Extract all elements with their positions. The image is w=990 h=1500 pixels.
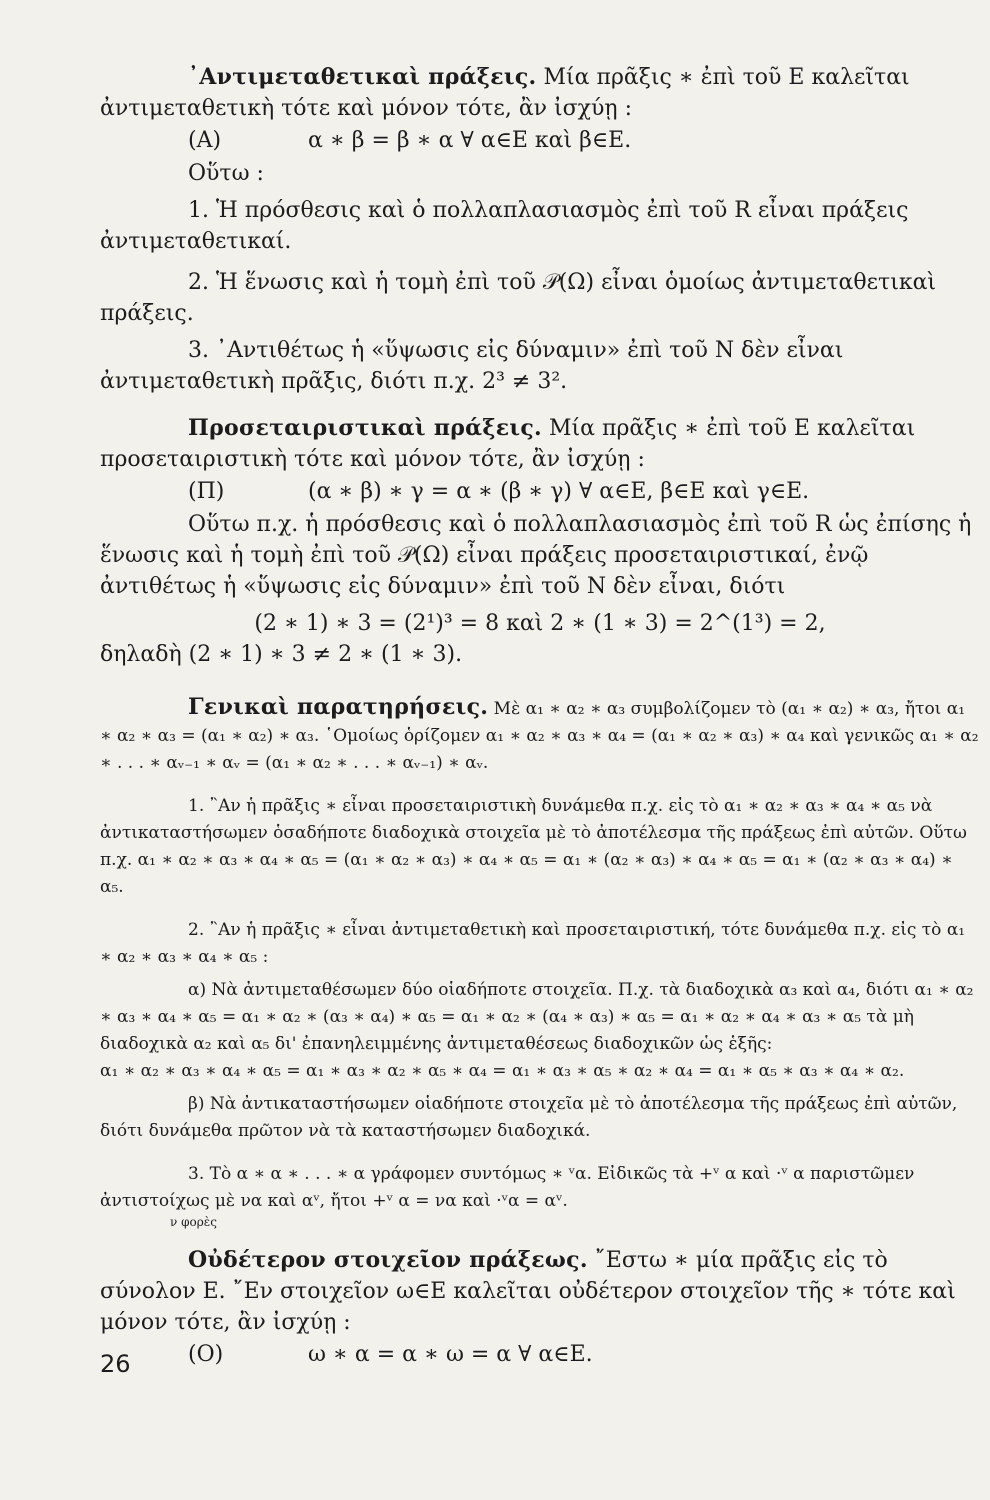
general-remark-2a-equation: α₁ ∗ α₂ ∗ α₃ ∗ α₄ ∗ α₅ = α₁ ∗ α₃ ∗ α₂ ∗ α₅ ∗ α₄ = α₁ ∗ α₃ ∗ α₅ ∗ α₂ ∗ α₄ = α₁ ∗ α₅ ∗ α₃ ∗ α₄ ∗ α₂. bbox=[100, 1061, 905, 1081]
commutative-item-2: 2. Ἡ ἕνωσις καὶ ἡ τομὴ ἐπὶ τοῦ 𝒫(Ω) εἶναι ὁμοίως ἀντιμεταθετικαὶ πράξεις. bbox=[100, 270, 937, 326]
general-remark-2b: β) Νὰ ἀντικαταστήσωμεν οἱαδήποτε στοιχεῖα μὲ τὸ ἀποτέλεσμα τῆς πράξεως ἐπὶ αὐτῶν, διότι δυνάμεθα πρῶτον νὰ τὰ καταστήσωμεν διαδοχικά. bbox=[100, 1094, 958, 1141]
associative-paragraph bbox=[100, 413, 980, 475]
general-remark-3-underbrace: ν φορὲς bbox=[170, 1215, 217, 1229]
associative-conclusion: δηλαδὴ (2 ∗ 1) ∗ 3 ≠ 2 ∗ (1 ∗ 3). bbox=[100, 642, 463, 667]
associative-examples: Οὕτω π.χ. ἡ πρόσθεσις καὶ ὁ πολλαπλασιασμὸς ἐπὶ τοῦ R ὡς ἐπίσης ἡ ἕνωσις καὶ ἡ τομὴ ἐπὶ τοῦ 𝒫(Ω) εἶναι πράξεις προσεταιριστικαί, ἐνῷ ἀντιθέτως ἡ «ὕψωσις εἰς δύναμιν» ἐπὶ τοῦ Ν δὲν εἶναι, διότι bbox=[100, 512, 972, 599]
equation-P bbox=[100, 475, 980, 509]
general-remarks-text: Μὲ α₁ ∗ α₂ ∗ α₃ συμβολίζομεν τὸ (α₁ ∗ α₂) ∗ α₃, ἤτοι α₁ ∗ α₂ ∗ α₃ = (α₁ ∗ α₂) ∗ α₃. ῾Ομοίως ὁρίζομεν α₁ ∗ α₂ ∗ α₃ ∗ α₄ = (α₁ ∗ α₂ ∗ α₃) ∗ α₄ καὶ γενικῶς α₁ ∗ α₂ ∗ . . . ∗ αᵥ₋₁ ∗ αᵥ = (α₁ ∗ α₂ ∗ . . . ∗ αᵥ₋₁) ∗ αᵥ. bbox=[100, 699, 979, 773]
equation-A bbox=[100, 124, 980, 158]
general-remark-2: 2. ῍Αν ἡ πρᾶξις ∗ εἶναι ἀντιμεταθετικὴ καὶ προσεταιριστική, τότε δυνάμεθα π.χ. εἰς τὸ α₁ ∗ α₂ ∗ α₃ ∗ α₄ ∗ α₅ : bbox=[100, 920, 966, 967]
associative-heading: Προσεταιριστικαὶ πράξεις. bbox=[188, 415, 542, 441]
page-content bbox=[100, 62, 980, 1372]
associative-counterexample: (2 ∗ 1) ∗ 3 = (2¹)³ = 8 καὶ 2 ∗ (1 ∗ 3) = 2^(1³) = 2, bbox=[254, 611, 826, 636]
equation-P-body: (α ∗ β) ∗ γ = α ∗ (β ∗ γ) ∀ α∈Ε, β∈Ε καὶ γ∈Ε. bbox=[308, 479, 810, 504]
equation-A-label: (Α) bbox=[188, 128, 222, 153]
commutative-heading: ᾿Αντιμεταθετικαὶ πράξεις. bbox=[188, 64, 537, 90]
general-remark-2a: α) Νὰ ἀντιμεταθέσωμεν δύο οἱαδήποτε στοιχεῖα. Π.χ. τὰ διαδοχικὰ α₃ καὶ α₄, διότι α₁ ∗ α₂ ∗ α₃ ∗ α₄ ∗ α₅ = α₁ ∗ α₂ ∗ (α₃ ∗ α₄) ∗ α₅ = α₁ ∗ α₂ ∗ (α₄ ∗ α₃) ∗ α₅ = α₁ ∗ α₂ ∗ α₄ ∗ α₃ ∗ α₅ τὰ μὴ διαδοχικὰ α₂ καὶ α₅ δι' ἐπανηλειμμένης ἀντιμεταθέσεως διαδοχικῶν ὡς ἑξῆς: bbox=[100, 980, 974, 1054]
commutative-paragraph bbox=[100, 62, 980, 124]
neutral-paragraph bbox=[100, 1245, 980, 1338]
equation-A-body: α ∗ β = β ∗ α ∀ α∈Ε καὶ β∈Ε. bbox=[308, 128, 632, 153]
general-remarks-paragraph bbox=[100, 692, 980, 777]
equation-O bbox=[100, 1338, 980, 1372]
equation-P-label: (Π) bbox=[188, 479, 225, 504]
associative-definition: Μία πρᾶξις ∗ ἐπὶ τοῦ Ε καλεῖται προσεταιριστικὴ τότε καὶ μόνον τότε, ἂν ἰσχύῃ : bbox=[100, 416, 916, 472]
thus-line: Οὕτω : bbox=[188, 161, 264, 186]
equation-O-label: (Ο) bbox=[188, 1342, 224, 1367]
general-remarks-heading: Γενικαὶ παρατηρήσεις. bbox=[188, 694, 489, 720]
commutative-item-3: 3. ᾿Αντιθέτως ἡ «ὕψωσις εἰς δύναμιν» ἐπὶ τοῦ Ν δὲν εἶναι ἀντιμεταθετικὴ πρᾶξις, διότι π.χ. 2³ ≠ 3². bbox=[100, 338, 844, 394]
commutative-item-1: 1. Ἡ πρόσθεσις καὶ ὁ πολλαπλασιασμὸς ἐπὶ τοῦ R εἶναι πράξεις ἀντιμεταθετικαί. bbox=[100, 198, 909, 254]
equation-O-body: ω ∗ α = α ∗ ω = α ∀ α∈Ε. bbox=[308, 1342, 593, 1367]
general-remark-3: 3. Τὸ α ∗ α ∗ . . . ∗ α γράφομεν συντόμως ∗ ᵛα. Εἰδικῶς τὰ +ᵛ α καὶ ·ᵛ α παριστῶμεν ἀντιστοίχως μὲ να καὶ αᵛ, ἤτοι +ᵛ α = να καὶ ·ᵛα = αᵛ. bbox=[100, 1164, 915, 1211]
neutral-definition: ῎Εστω ∗ μία πρᾶξις εἰς τὸ σύνολον Ε. ῎Εν στοιχεῖον ω∈Ε καλεῖται οὐδέτερον στοιχεῖον τῆς ∗ τότε καὶ μόνον τότε, ἂν ἰσχύῃ : bbox=[100, 1248, 956, 1335]
page-number: 26 bbox=[100, 1350, 131, 1378]
commutative-definition: Μία πρᾶξις ∗ ἐπὶ τοῦ Ε καλεῖται ἀντιμεταθετικὴ τότε καὶ μόνον τότε, ἂν ἰσχύῃ : bbox=[100, 65, 910, 121]
neutral-heading: Οὐδέτερον στοιχεῖον πράξεως. bbox=[188, 1247, 588, 1273]
general-remark-1: 1. ῍Αν ἡ πρᾶξις ∗ εἶναι προσεταιριστικὴ δυνάμεθα π.χ. εἰς τὸ α₁ ∗ α₂ ∗ α₃ ∗ α₄ ∗ α₅ νὰ ἀντικαταστήσωμεν ὁσαδήποτε διαδοχικὰ στοιχεῖα μὲ τὸ ἀποτέλεσμα τῆς πράξεως ἐπὶ αὐτῶν. Οὕτω π.χ. α₁ ∗ α₂ ∗ α₃ ∗ α₄ ∗ α₅ = (α₁ ∗ α₂ ∗ α₃) ∗ α₄ ∗ α₅ = α₁ ∗ (α₂ ∗ α₃) ∗ α₄ ∗ α₅ = α₁ ∗ (α₂ ∗ α₃ ∗ α₄) ∗ α₅. bbox=[100, 796, 967, 897]
